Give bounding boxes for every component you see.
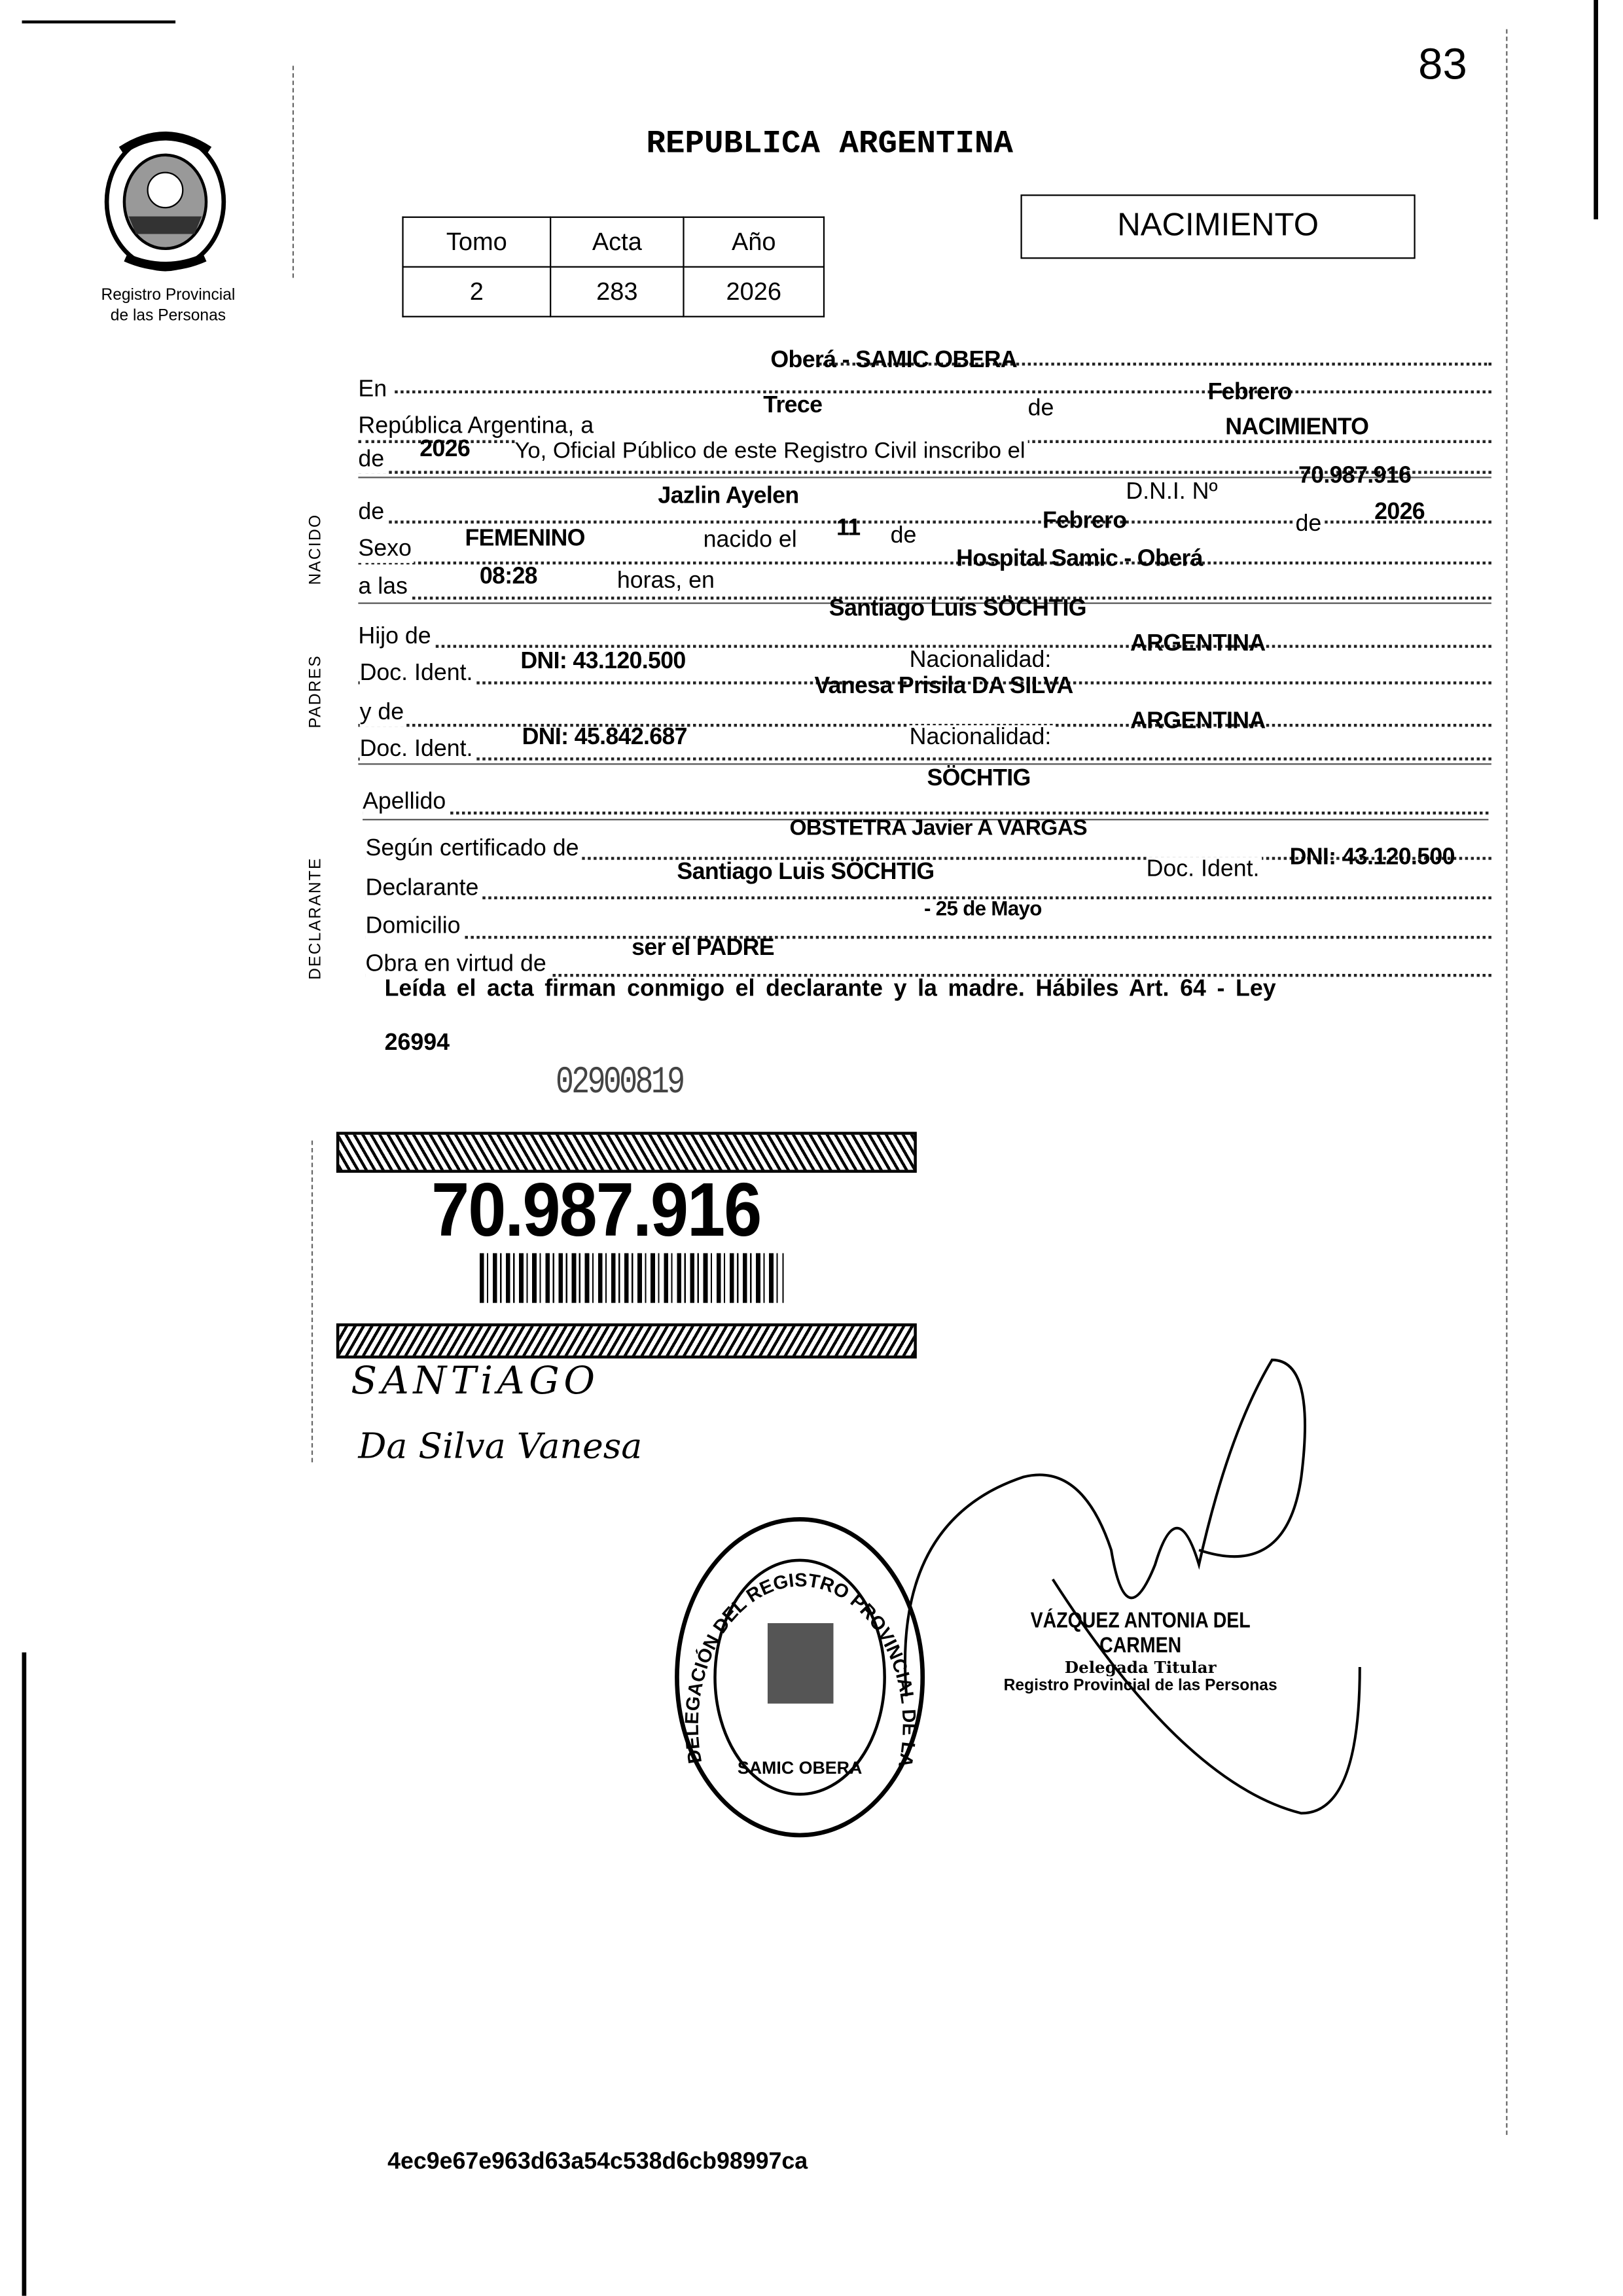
label-de: de [891, 524, 919, 550]
value-reason: ser el PADRE [632, 935, 774, 961]
top-line [22, 20, 176, 23]
label-inscribo: Yo, Oficial Público de este Registro Civil inscribo el [514, 439, 1028, 465]
value-birth-month: Febrero [1042, 509, 1127, 534]
label-nacionalidad: Nacionalidad: [910, 648, 1054, 674]
table-header-row [403, 217, 824, 267]
official-role: Delegada Titular [1064, 1658, 1217, 1677]
value-declarant-doc: DNI: 43.120.500 [1289, 845, 1455, 870]
label-de: de [358, 448, 387, 474]
tomo-value: 2 [403, 267, 551, 317]
table-row [403, 267, 824, 317]
value-surname: SÖCHTIG [927, 766, 1031, 791]
label-de: de [358, 500, 387, 526]
value-father-name: Santiago Luis SÖCHTIG [829, 596, 1086, 622]
dni-sticker [336, 1111, 914, 1360]
header-acta: Acta [550, 217, 683, 267]
document-title: REPUBLICA ARGENTINA [646, 126, 1013, 162]
value-certificate: OBSTETRA Javier A VARGAS [789, 816, 1087, 841]
side-label-nacido: NACIDO [307, 513, 325, 585]
value-time: 08:28 [479, 564, 537, 590]
official-name: VÁZQUEZ ANTONIA DEL CARMEN [1030, 1608, 1251, 1659]
side-label-padres: PADRES [307, 654, 325, 728]
value-dni: 70.987.916 [1298, 463, 1412, 489]
logo-caption-line1: Registro Provincial [101, 286, 236, 304]
value-month: Febrero [1207, 380, 1292, 405]
label-de: de [1028, 396, 1057, 422]
header-anio: Año [683, 217, 823, 267]
handwritten-signature-father: SANTiAGO [351, 1359, 599, 1404]
value-father-doc: DNI: 43.120.500 [520, 649, 686, 674]
value-place: Oberá - SAMIC OBERA [770, 348, 1017, 373]
label-declarante: Declarante [366, 876, 482, 902]
label-sexo: Sexo [358, 537, 414, 563]
barcode [480, 1253, 784, 1303]
label-segun-certificado: Según certificado de [366, 836, 582, 863]
scan-edge [22, 1653, 27, 2296]
closing-line-2: 26994 [384, 1031, 450, 1056]
value-birth-place: Hospital Samic - Oberá [956, 547, 1203, 572]
value-day: Trece [763, 393, 823, 418]
header-tomo: Tomo [403, 217, 551, 267]
value-declarant-name: Santiago Luis SÖCHTIG [677, 859, 935, 885]
value-address: - 25 de Mayo [924, 896, 1042, 920]
logo-caption [80, 285, 256, 327]
label-apellido: Apellido [363, 789, 449, 816]
official-signature-scribble [863, 1345, 1374, 1827]
value-child-name: Jazlin Ayelen [658, 484, 799, 509]
document-hash: 4ec9e67e963d63a54c538d6cb98997ca [387, 2149, 808, 2175]
label-horas: horas, en [617, 569, 718, 595]
stamp-bottom-text: SAMIC OBERA [737, 1758, 863, 1778]
page-number: 83 [1418, 41, 1467, 90]
label-en: En [358, 377, 389, 403]
handwritten-signature-mother: Da Silva Vanesa [358, 1426, 643, 1467]
value-birth-day: 11 [836, 516, 861, 541]
label-doc-ident: Doc. Ident. [360, 737, 476, 763]
seal-icon [99, 129, 231, 275]
label-nacido: nacido el [704, 528, 800, 554]
label-doc-ident: Doc. Ident. [1147, 857, 1262, 883]
serial-number: 02900819 [555, 1060, 683, 1104]
register-table [402, 217, 825, 317]
scan-edge-right [1594, 0, 1598, 219]
label-y-de: y de [360, 700, 407, 726]
label-hijo: Hijo de [358, 624, 434, 651]
label-republica: República Argentina, a [358, 414, 596, 440]
value-sex: FEMENINO [465, 526, 585, 552]
document-type-box: NACIMIENTO [1020, 194, 1415, 259]
value-mother-name: Vanesa Prisila DA SILVA [814, 673, 1073, 699]
label-domicilio: Domicilio [366, 914, 463, 940]
label-doc-ident: Doc. Ident. [360, 661, 476, 687]
margin-line [293, 66, 294, 278]
label-alas: a las [358, 575, 410, 601]
label-dni: D.N.I. Nº [1126, 480, 1221, 506]
label-de: de [1296, 512, 1325, 538]
official-office: Registro Provincial de las Personas [1003, 1677, 1277, 1695]
value-mother-nationality: ARGENTINA [1130, 709, 1266, 734]
margin-line-right [1506, 29, 1507, 2135]
value-act: NACIMIENTO [1225, 415, 1369, 440]
value-birth-year: 2026 [1374, 500, 1425, 526]
official-signature-block [965, 1609, 1316, 1695]
label-obra-en-virtud: Obra en virtud de [366, 952, 550, 978]
logo-caption-line2: de las Personas [110, 307, 226, 325]
side-label-declarante: DECLARANTE [307, 857, 325, 980]
stamp-ring-text: DELEGACIÓN DEL REGISTRO PROVINCIAL DE LA [681, 1570, 919, 1769]
label-nacionalidad: Nacionalidad: [910, 725, 1054, 751]
guilloche-band-bottom [336, 1323, 917, 1359]
margin-line-left [312, 1141, 313, 1463]
province-seal-logo [99, 129, 231, 275]
value-mother-doc: DNI: 45.842.687 [522, 725, 687, 751]
acta-value: 283 [550, 267, 683, 317]
anio-value: 2026 [683, 267, 823, 317]
value-father-nationality: ARGENTINA [1130, 632, 1266, 657]
value-year: 2026 [419, 437, 471, 463]
closing-line-1: Leída el acta firman conmigo el declarante y la madre. Hábiles Art. 64 - Ley [384, 977, 1276, 1002]
sticker-number: 70.987.916 [431, 1168, 761, 1253]
